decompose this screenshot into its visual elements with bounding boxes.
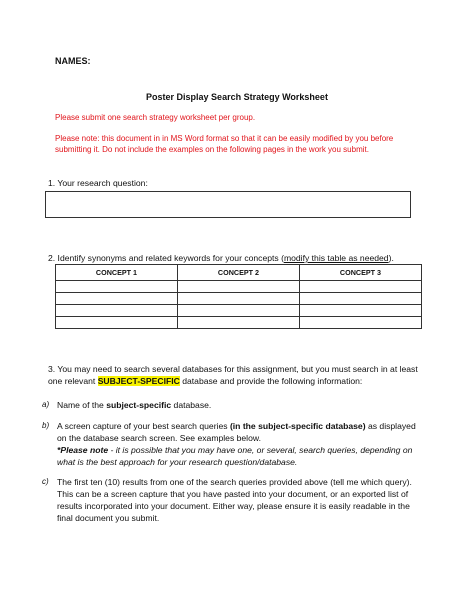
item-b-letter: b) (42, 421, 50, 430)
table-cell[interactable] (178, 281, 300, 293)
research-question-box[interactable] (45, 191, 411, 218)
item-a-text (57, 399, 211, 411)
table-cell[interactable] (300, 293, 422, 305)
item-c-letter: c) (42, 477, 49, 486)
item-b-note-bold: *Please note (57, 445, 109, 455)
subject-specific-highlight: SUBJECT-SPECIFIC (97, 376, 180, 386)
question-3-suffix: database and provide the following information: (179, 376, 363, 386)
table-row (56, 317, 422, 329)
format-note: Please note: this document in in MS Word format so that it can be easily modified by you before submitting it. Do not include the examples on the following pages in the work you submit. (55, 134, 394, 154)
table-cell[interactable] (56, 293, 178, 305)
table-header-row (56, 265, 422, 281)
item-b-bold: (in the subject-specific database) (229, 421, 366, 431)
table-row (56, 305, 422, 317)
question-2 (48, 252, 394, 264)
item-b-prefix: A screen capture of your best search queries (57, 421, 230, 431)
table-cell[interactable] (56, 305, 178, 317)
question-1: 1. Your research question: (48, 178, 148, 188)
item-b-note-italic: - it is possible that you may have one, or several, search queries, depending on what is the best approach for your research question/database. (57, 445, 413, 467)
concept-1-header: CONCEPT 1 (56, 265, 178, 281)
item-a-prefix: Name of the (57, 400, 107, 410)
table-cell[interactable] (56, 281, 178, 293)
question-2-underlined: modify this table as needed (283, 253, 389, 263)
table-cell[interactable] (56, 317, 178, 329)
table-cell[interactable] (178, 293, 300, 305)
question-3-prefix: 3. You may need to search several databases for this assignment, but you must search in at least one relevant (48, 364, 418, 386)
item-a-letter: a) (42, 400, 50, 409)
table-row (56, 281, 422, 293)
question-2-suffix: ). (388, 253, 394, 263)
item-c-text: The first ten (10) results from one of the search queries provided above (tell me which query). This can be a screen capture that you have pasted into your document, or an exported list of results incorporated into your document. Either way, please ensure it is easily readable in the final document you submit. (57, 477, 412, 523)
concept-2-header: CONCEPT 2 (178, 265, 300, 281)
table-cell[interactable] (300, 281, 422, 293)
submission-note: Please submit one search strategy worksheet per group. (55, 113, 256, 122)
table-row (56, 293, 422, 305)
item-b-suffix: as displayed on the database search screen. See examples below. (57, 421, 416, 443)
question-2-prefix: 2. Identify synonyms and related keywords for your concepts ( (48, 253, 284, 263)
table-cell[interactable] (178, 317, 300, 329)
concepts-table (55, 264, 422, 329)
page-title: Poster Display Search Strategy Worksheet (146, 92, 328, 102)
item-b-text (57, 420, 422, 468)
names-label: NAMES: (55, 56, 91, 66)
concept-3-header: CONCEPT 3 (300, 265, 422, 281)
table-cell[interactable] (300, 305, 422, 317)
question-3 (48, 363, 428, 387)
table-cell[interactable] (178, 305, 300, 317)
table-cell[interactable] (300, 317, 422, 329)
item-a-bold: subject-specific (106, 400, 172, 410)
item-a-suffix: database. (171, 400, 212, 410)
